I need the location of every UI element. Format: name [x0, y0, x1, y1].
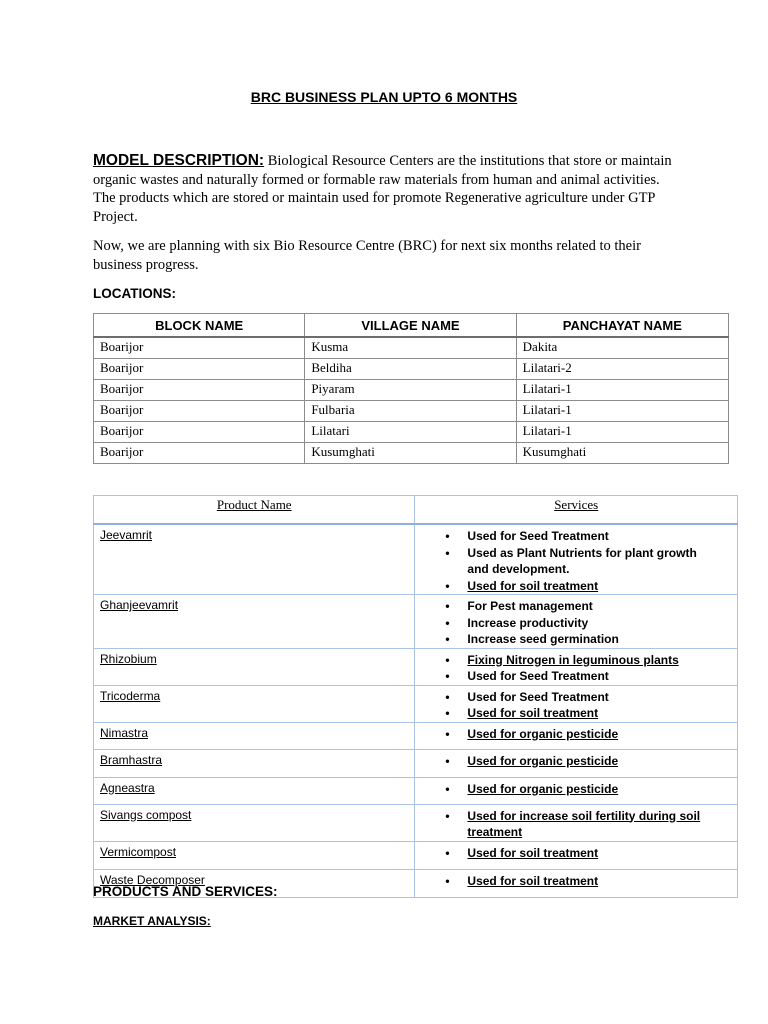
model-description-label: MODEL DESCRIPTION:	[93, 152, 265, 169]
services-list	[415, 595, 737, 648]
service-item: • Used for organic pesticide	[467, 726, 737, 743]
panchayat-cell: Lilatari-1	[516, 401, 728, 422]
village-cell: Lilatari	[305, 422, 516, 443]
locations-table	[93, 313, 729, 464]
table-row	[94, 722, 738, 749]
product-name-cell: Waste Decomposer	[94, 869, 415, 897]
services-cell	[415, 722, 738, 749]
block-cell: Boarijor	[94, 422, 305, 443]
locations-header-block: BLOCK NAME	[94, 314, 305, 338]
services-cell	[415, 595, 738, 649]
products-header-name: Product Name	[94, 496, 415, 525]
block-cell: Boarijor	[94, 401, 305, 422]
table-row	[94, 422, 729, 443]
services-cell	[415, 841, 738, 869]
panchayat-cell: Lilatari-2	[516, 359, 728, 380]
block-cell: Boarijor	[94, 359, 305, 380]
table-row	[94, 841, 738, 869]
planning-paragraph: Now, we are planning with six Bio Resource Centre (BRC) for next six months related to their business progress.	[93, 238, 641, 273]
product-name-cell: Bramhastra	[94, 749, 415, 777]
product-name-cell: Tricoderma	[94, 685, 415, 722]
service-item: • Used for Seed Treatment	[467, 668, 737, 685]
panchayat-cell: Kusumghati	[516, 443, 728, 464]
service-item: • Used for soil treatment	[467, 845, 737, 862]
locations-heading: LOCATIONS:	[93, 286, 176, 301]
block-cell: Boarijor	[94, 337, 305, 359]
model-description-text: Biological Resource Centers are the institutions that store or maintain organic wastes and naturally formed or formable raw materials from human and animal activities. The products which are stored or maintain used for promote Regenerative agriculture under GTP Project.	[93, 153, 672, 225]
table-row	[94, 359, 729, 380]
products-table	[93, 495, 738, 898]
services-cell	[415, 685, 738, 722]
locations-table-body	[94, 337, 729, 464]
services-list	[415, 686, 737, 722]
model-description	[93, 152, 673, 226]
service-item: • Used for organic pesticide	[467, 753, 737, 770]
services-list	[415, 649, 737, 685]
table-row	[94, 777, 738, 804]
market-analysis-heading: MARKET ANALYSIS:	[93, 914, 211, 928]
product-name-cell: Vermicompost	[94, 841, 415, 869]
village-cell: Kusma	[305, 337, 516, 359]
table-row	[94, 524, 738, 595]
table-row	[94, 804, 738, 841]
table-row	[94, 443, 729, 464]
village-cell: Fulbaria	[305, 401, 516, 422]
services-list	[415, 778, 737, 798]
services-cell	[415, 648, 738, 685]
services-cell	[415, 749, 738, 777]
block-cell: Boarijor	[94, 380, 305, 401]
village-cell: Piyaram	[305, 380, 516, 401]
table-row	[94, 337, 729, 359]
village-cell: Beldiha	[305, 359, 516, 380]
products-table-body	[94, 524, 738, 897]
table-row	[94, 595, 738, 649]
services-cell	[415, 804, 738, 841]
services-list	[415, 750, 737, 770]
services-list	[415, 870, 737, 890]
table-row	[94, 380, 729, 401]
locations-header-village: VILLAGE NAME	[305, 314, 516, 338]
village-cell: Kusumghati	[305, 443, 516, 464]
product-name-cell: Sivangs compost	[94, 804, 415, 841]
services-list	[415, 805, 737, 841]
services-cell	[415, 777, 738, 804]
locations-header-row	[94, 314, 729, 338]
table-row	[94, 749, 738, 777]
product-name-cell: Nimastra	[94, 722, 415, 749]
service-item: • Used as Plant Nutrients for plant growth and development.	[467, 545, 737, 578]
panchayat-cell: Dakita	[516, 337, 728, 359]
service-item: • Used for increase soil fertility during soil treatment	[467, 808, 737, 841]
services-cell	[415, 524, 738, 595]
services-list	[415, 723, 737, 743]
product-name-cell: Agneastra	[94, 777, 415, 804]
services-list	[415, 525, 737, 594]
products-header-row	[94, 496, 738, 525]
service-item: • Increase seed germination	[467, 631, 737, 648]
panchayat-cell: Lilatari-1	[516, 422, 728, 443]
services-list	[415, 842, 737, 862]
service-item: • Increase productivity	[467, 615, 737, 632]
service-item: • Used for Seed Treatment	[467, 528, 737, 545]
document-title: BRC BUSINESS PLAN UPTO 6 MONTHS	[250, 89, 518, 105]
services-cell	[415, 869, 738, 897]
panchayat-cell: Lilatari-1	[516, 380, 728, 401]
locations-header-panchayat: PANCHAYAT NAME	[516, 314, 728, 338]
products-services-heading: PRODUCTS AND SERVICES:	[93, 884, 278, 899]
service-item: • Used for soil treatment	[467, 578, 737, 595]
table-row	[94, 648, 738, 685]
service-item: • For Pest management	[467, 598, 737, 615]
product-name-cell: Jeevamrit	[94, 524, 415, 595]
service-item: • Used for soil treatment	[467, 873, 737, 890]
block-cell: Boarijor	[94, 443, 305, 464]
product-name-cell: Rhizobium	[94, 648, 415, 685]
products-header-services: Services	[415, 496, 738, 525]
table-row	[94, 401, 729, 422]
table-row	[94, 685, 738, 722]
service-item: • Used for soil treatment	[467, 705, 737, 722]
service-item: • Used for Seed Treatment	[467, 689, 737, 706]
product-name-cell: Ghanjeevamrit	[94, 595, 415, 649]
service-item: • Fixing Nitrogen in leguminous plants	[467, 652, 737, 669]
service-item: • Used for organic pesticide	[467, 781, 737, 798]
